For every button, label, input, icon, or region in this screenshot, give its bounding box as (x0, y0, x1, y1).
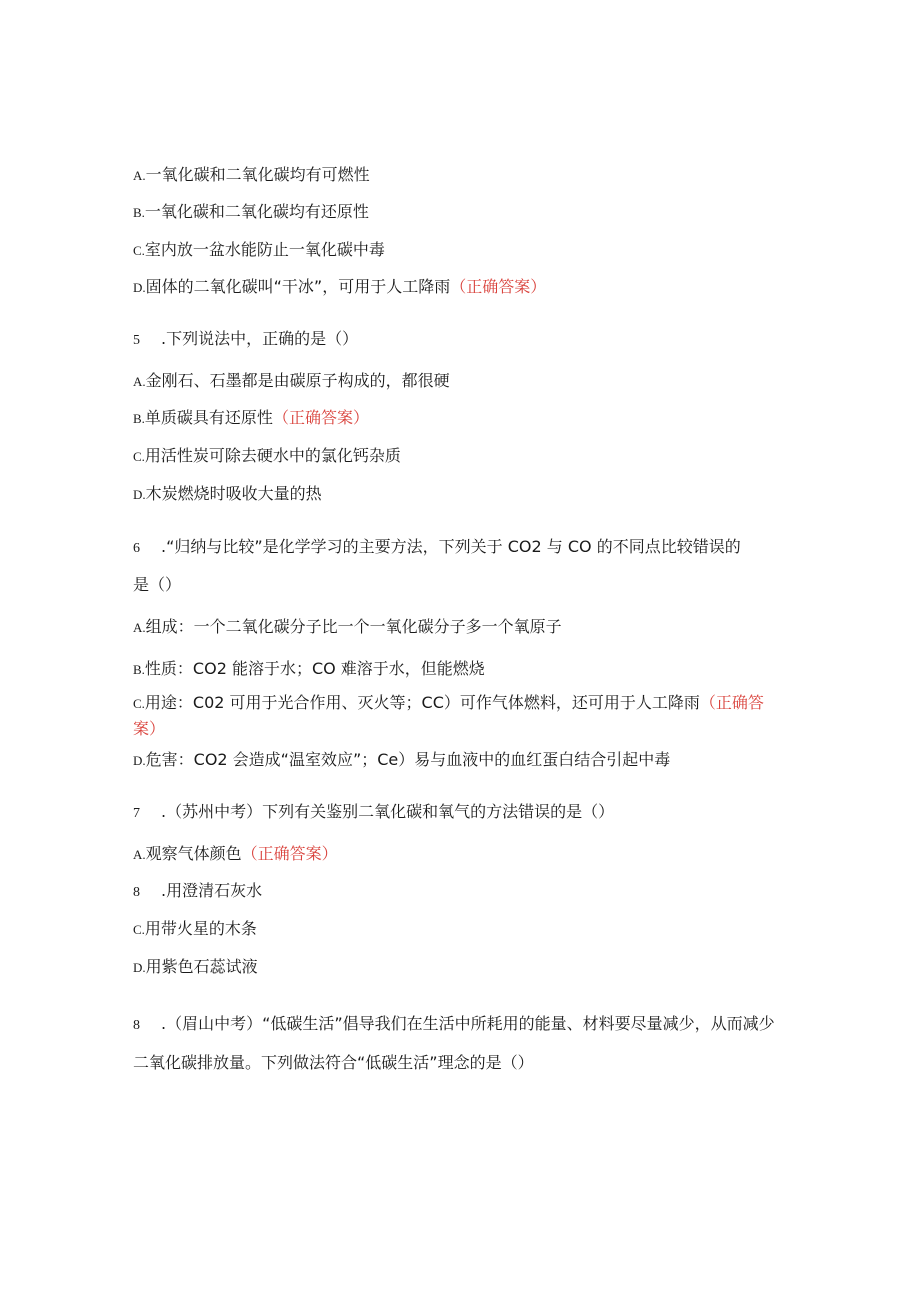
option-text: 用途：C02 可用于光合作用、灭火等；CC）可作气体燃料，还可用于人工降雨 (144, 693, 700, 712)
q7-stem (133, 800, 614, 826)
question-text: .（眉山中考）“低碳生活”倡导我们在生活中所耗用的能量、材料要尽量减少，从而减少二氧化碳排放量。下列做法符合“低碳生活”理念的是（） (133, 1014, 775, 1072)
q6-option-b (133, 657, 485, 682)
option-text: 一氧化碳和二氧化碳均有还原性 (144, 202, 369, 221)
correct-answer-mark: （正确答案） (272, 408, 369, 427)
option-text: 危害：CO2 会造成“温室效应”；Ce）易与血液中的血红蛋白结合引起中毒 (145, 750, 671, 769)
option-label: C. (133, 696, 145, 711)
option-text: 组成：一个二氧化碳分子比一个一氧化碳分子多一个氧原子 (145, 617, 562, 636)
option-label: C. (133, 449, 145, 464)
option-label: B. (133, 411, 145, 426)
option-label: A. (133, 847, 146, 862)
q6-option-d (133, 748, 670, 773)
option-label: B. (133, 205, 145, 220)
option-label: D. (133, 960, 146, 975)
q5-option-c (133, 444, 401, 469)
q5-option-a (133, 369, 450, 394)
q5-stem (133, 327, 358, 353)
option-label: 8 (133, 885, 140, 900)
option-text: 用活性炭可除去硬水中的氯化钙杂质 (144, 446, 401, 465)
question-number: 6 (133, 541, 140, 556)
q4-option-b (133, 200, 369, 225)
q6-option-c (133, 690, 773, 741)
option-label: A. (133, 620, 146, 635)
option-label: C. (133, 243, 145, 258)
question-text: 是（） (133, 575, 182, 594)
option-text: 金刚石、石墨都是由碳原子构成的，都很硬 (145, 371, 450, 390)
q8-stem (133, 1005, 783, 1081)
q7-option-d (133, 955, 258, 980)
correct-answer-mark: （正确答案） (450, 277, 547, 296)
option-label: D. (133, 280, 146, 295)
q6-option-a (133, 615, 562, 640)
q4-option-d (133, 275, 546, 300)
question-text: .下列说法中，正确的是（） (161, 329, 359, 348)
option-text: 观察气体颜色 (145, 844, 242, 863)
q7-option-c (133, 917, 257, 942)
q7-option-b (133, 879, 262, 905)
option-text: 室内放一盆水能防止一氧化碳中毒 (144, 240, 385, 259)
option-label: D. (133, 753, 146, 768)
q4-option-a (133, 163, 370, 188)
question-number: 7 (133, 806, 140, 821)
question-number: 8 (133, 1018, 140, 1033)
correct-answer-mark: （正确答案） (133, 693, 764, 738)
q6-stem-continued (133, 573, 181, 597)
question-text: .“归纳与比较”是化学学习的主要方法，下列关于 CO2 与 CO 的不同点比较错误的 (161, 537, 741, 556)
option-text: 性质：CO2 能溶于水；CO 难溶于水，但能燃烧 (144, 659, 485, 678)
q6-stem (133, 535, 741, 561)
option-text: 用紫色石蕊试液 (145, 957, 258, 976)
q5-option-d (133, 482, 322, 507)
option-text: 用带火星的木条 (144, 919, 257, 938)
option-label: B. (133, 662, 145, 677)
q4-option-c (133, 238, 385, 263)
option-text: 单质碳具有还原性 (144, 408, 273, 427)
option-text: 木炭燃烧时吸收大量的热 (145, 484, 322, 503)
q7-option-a (133, 842, 338, 867)
option-text: 固体的二氧化碳叫“干冰”，可用于人工降雨 (145, 277, 451, 296)
option-label: A. (133, 168, 146, 183)
option-label: A. (133, 374, 146, 389)
option-text: .用澄清石灰水 (161, 881, 263, 900)
q5-option-b (133, 406, 369, 431)
question-text: .（苏州中考）下列有关鉴别二氧化碳和氧气的方法错误的是（） (161, 802, 615, 821)
correct-answer-mark: （正确答案） (241, 844, 338, 863)
question-number: 5 (133, 333, 140, 348)
option-label: D. (133, 487, 146, 502)
option-label: C. (133, 922, 145, 937)
option-text: 一氧化碳和二氧化碳均有可燃性 (145, 165, 370, 184)
